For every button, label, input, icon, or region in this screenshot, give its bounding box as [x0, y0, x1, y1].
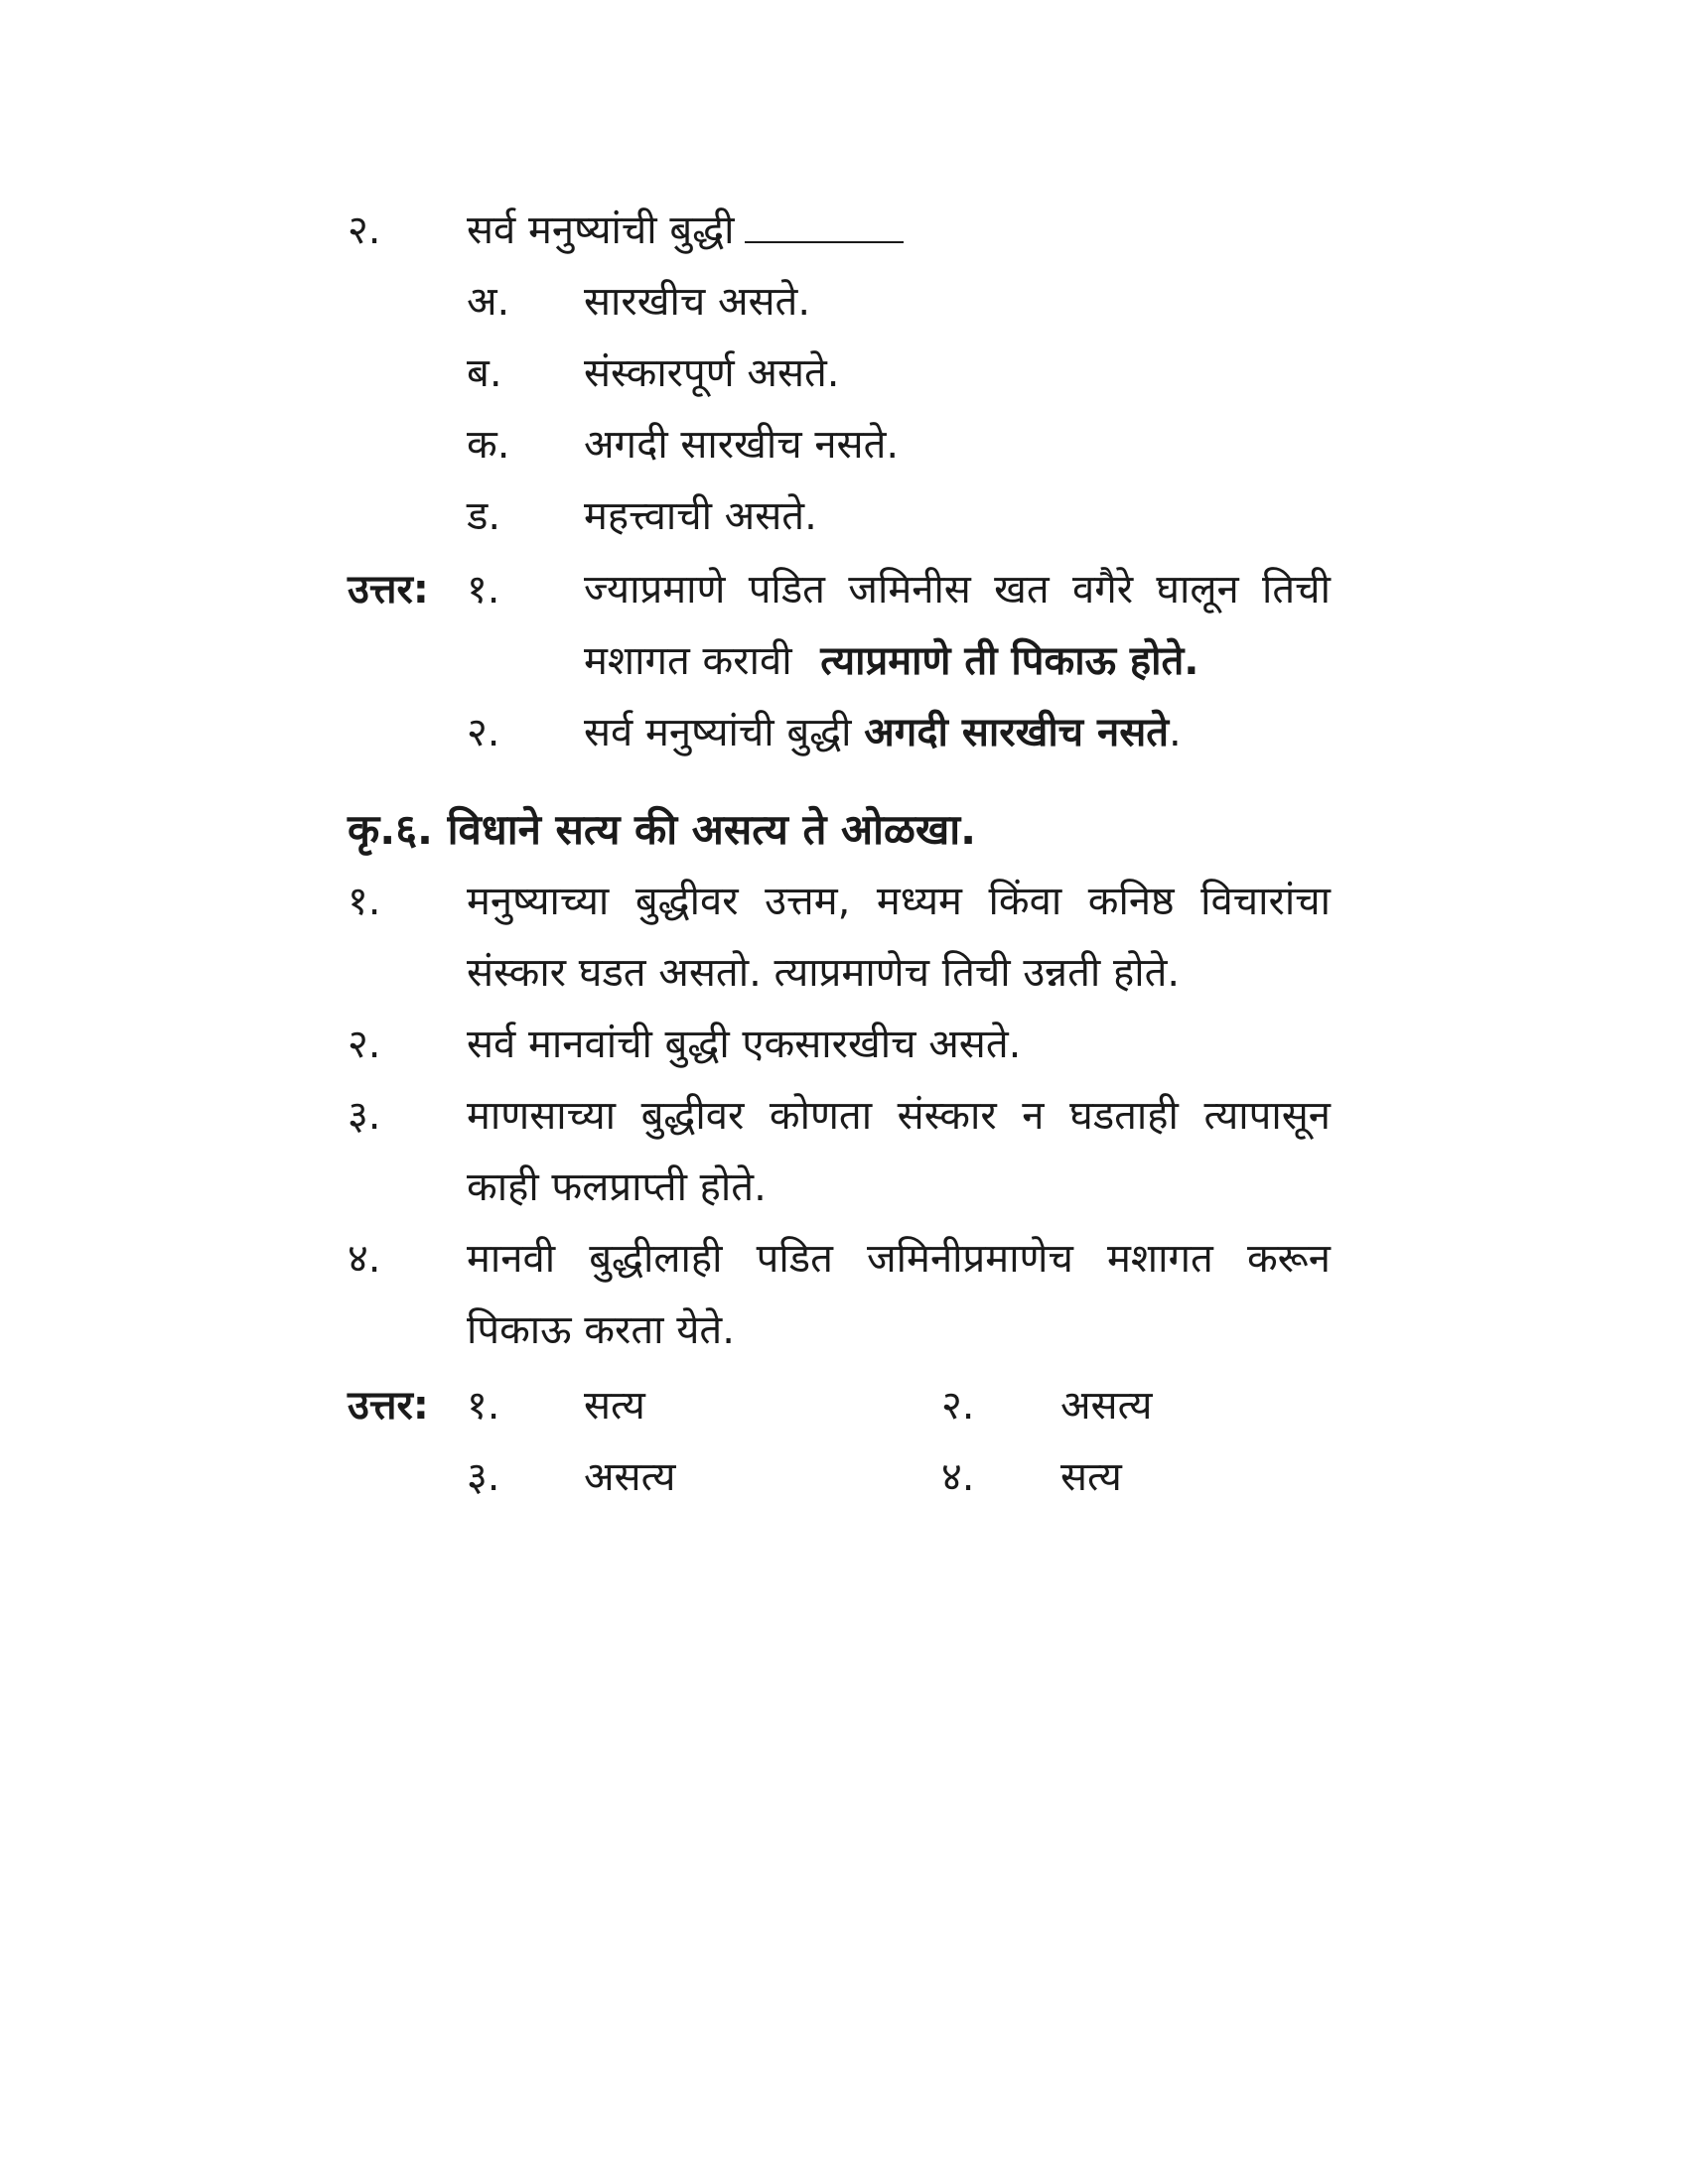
statement-text-line: मनुष्याच्या बुद्धीवर उत्तम, मध्यम किंवा कनिष्ठ विचारांचा: [467, 879, 1331, 924]
option-label: अ.: [467, 279, 510, 325]
answer-emphasis: त्याप्रमाणे ती पिकाऊ होते.: [820, 638, 1199, 684]
fill-in-blank: [745, 198, 904, 243]
answer-1-item-2: [0, 697, 1688, 768]
answer-value: सत्य: [1060, 1454, 1122, 1500]
answer-text-line: मशागत करावी त्याप्रमाणे ती पिकाऊ होते.: [584, 638, 1199, 684]
statement-text-line: मानवी बुद्धीलाही पडित जमिनीप्रमाणेच मशागत करून: [467, 1236, 1331, 1282]
statement-number: २.: [348, 1022, 381, 1067]
answer-value: असत्य: [584, 1454, 676, 1500]
statement-4-line-2: पिकाऊ करता येते.: [467, 1307, 735, 1353]
question-2: [0, 195, 1688, 266]
answer-value: सत्य: [584, 1383, 645, 1429]
question-number: २.: [348, 207, 381, 253]
answer-number: ४.: [941, 1454, 975, 1500]
answer-1-item-1-line-1: [0, 554, 1688, 625]
option-text: संस्कारपूर्ण असते.: [584, 350, 840, 396]
statement-text-line: माणसाच्या बुद्धीवर कोणता संस्कार न घडताही त्यापासून: [467, 1093, 1331, 1139]
answer-number: १.: [467, 567, 500, 613]
answer-number: १.: [467, 1383, 500, 1429]
answer-1-item-1-line-2: [0, 625, 1688, 697]
statement-number: ३.: [348, 1093, 381, 1139]
statement-1-line-1: [0, 866, 1688, 937]
statement-4-line-1: [0, 1223, 1688, 1295]
option-label: ड.: [467, 493, 501, 539]
answer-label: उत्तर:: [348, 1383, 429, 1429]
answer-value: असत्य: [1060, 1383, 1153, 1429]
question-text: सर्व मनुष्यांची बुद्धी: [467, 195, 904, 266]
answer-text-line: ज्याप्रमाणे पडित जमिनीस खत वगैरे घालून तिची: [584, 567, 1331, 613]
answer-text-line: सर्व मनुष्यांची बुद्धी अगदी सारखीच नसते.: [584, 710, 1182, 755]
statement-2: [0, 1009, 1688, 1080]
option-text: अगदी सारखीच नसते.: [584, 422, 900, 468]
answer-emphasis: अगदी सारखीच नसते: [864, 710, 1170, 755]
statement-text-line: सर्व मानवांची बुद्धी एकसारखीच असते.: [467, 1022, 1022, 1067]
statement-3-line-1: [0, 1080, 1688, 1152]
answer-2-row-1: [0, 1370, 1688, 1441]
statement-number: १.: [348, 879, 381, 924]
statement-3-line-2: काही फलप्राप्ती होते.: [467, 1164, 767, 1210]
option-c: [0, 409, 1688, 480]
answer-number: २.: [467, 710, 500, 755]
answer-number: २.: [941, 1383, 975, 1429]
option-label: क.: [467, 422, 510, 468]
option-b: [0, 338, 1688, 409]
statement-number: ४.: [348, 1236, 381, 1282]
option-d: [0, 480, 1688, 552]
option-text: महत्त्वाची असते.: [584, 493, 817, 539]
option-label: ब.: [467, 350, 502, 396]
section-heading: कृ.६. विधाने सत्य की असत्य ते ओळखा.: [348, 805, 977, 854]
answer-number: ३.: [467, 1454, 500, 1500]
statement-1-line-2: संस्कार घडत असतो. त्याप्रमाणेच तिची उन्नती होते.: [467, 950, 1181, 996]
option-text: सारखीच असते.: [584, 279, 811, 325]
answer-label: उत्तर:: [348, 567, 429, 613]
option-a: [0, 266, 1688, 338]
answer-2-row-2: [0, 1441, 1688, 1513]
